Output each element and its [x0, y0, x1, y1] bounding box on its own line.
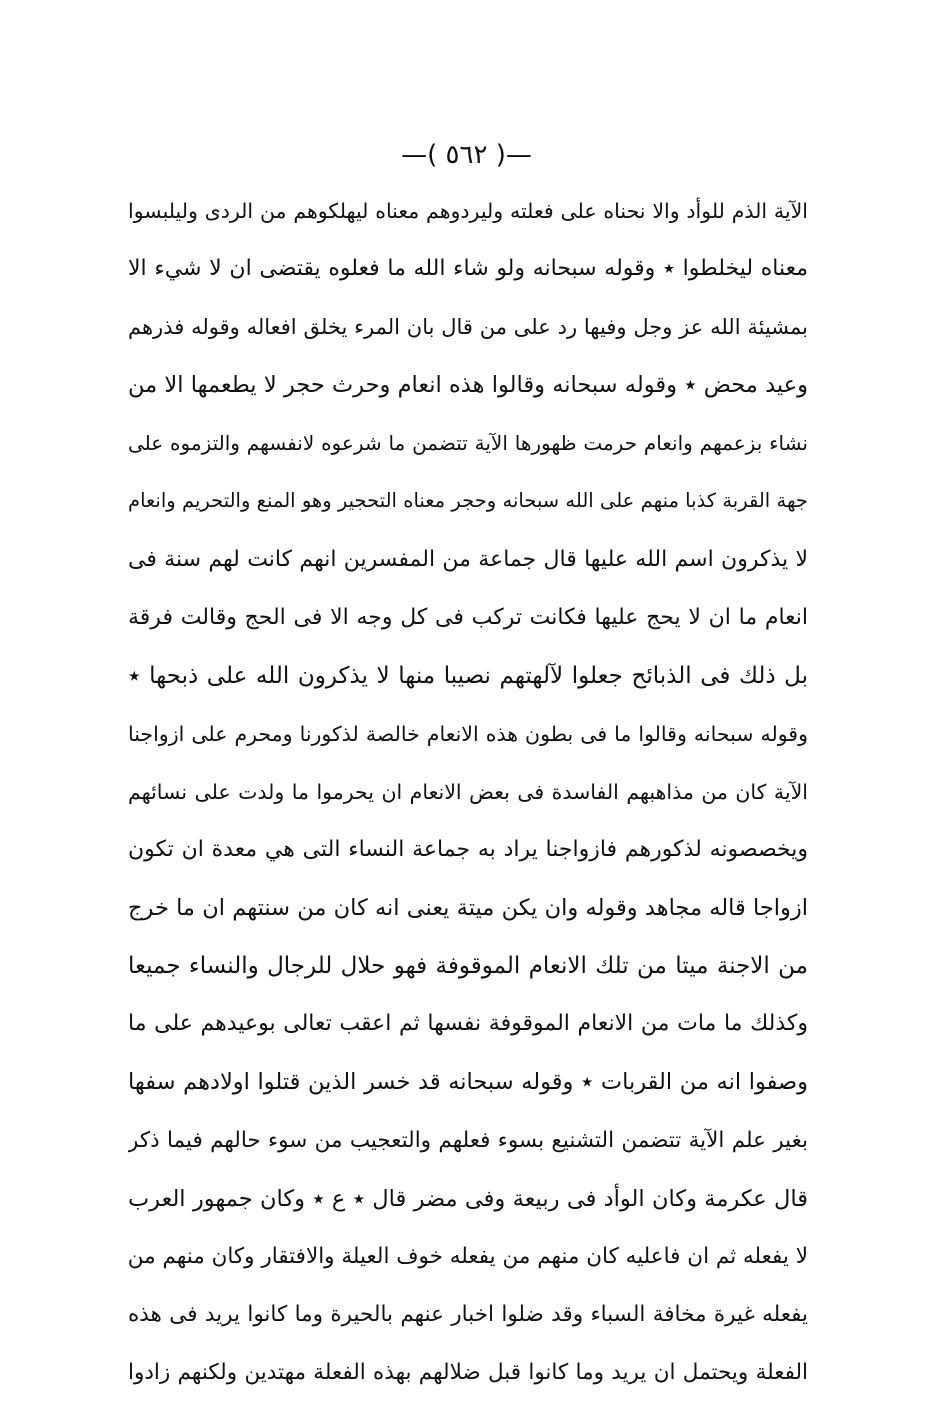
text-line: الآية الذم للوأد والا نحناه على فعلته وليردوهم معناه ليهلكوهم من الردى وليلبسوا [128, 199, 808, 223]
text-line: لا يذكرون اسم الله عليها قال جماعة من المفسرين انهم كانت لهم سنة فى [128, 546, 808, 572]
page-number: —( ٥٦٢ )— [401, 140, 532, 170]
text-line: يفعله غيرة مخافة السباء وقد ضلوا اخبار عنهم بالحيرة وما كانوا يريد فى هذه [128, 1301, 808, 1327]
text-line: وصفوا انه من القربات ٭ وقوله سبحانه قد خسر الذين قتلوا اولادهم سفها [128, 1069, 808, 1096]
text-line: بغير علم الآية تتضمن التشنيع بسوء فعلهم والتعجيب من سوء حالهم فيما ذكر [128, 1127, 808, 1153]
text-line: وقوله سبحانه وقالوا ما فى بطون هذه الانعام خالصة لذكورنا ومحرم على ازواجنا [128, 721, 808, 746]
text-line: الفعلة ويحتمل ان يريد وما كانوا قبل ضلالهم بهذه الفعلة مهتدين ولكنهم زادوا [128, 1359, 808, 1385]
text-line: من الاجنة ميتا من تلك الانعام الموقوفة فهو حلال للرجال والنساء جميعا [128, 953, 808, 980]
text-line: ازواجا قاله مجاهد وقوله وان يكن ميتة يعنى انه كان من سنتهم ان ما خرج [128, 895, 808, 922]
text-line: وعيد محض ٭ وقوله سبحانه وقالوا هذه انعام وحرث حجر لا يطعمها الا من [128, 372, 808, 399]
text-line: بمشيئة الله عز وجل وفيها رد على من قال بان المرء يخلق افعاله وقوله فذرهم [128, 315, 808, 340]
text-line: نشاء بزعمهم وانعام حرمت ظهورها الآية تتضمن ما شرعوه لانفسهم والتزموه على [128, 431, 808, 456]
text-line: الآية كان من مذاهبهم الفاسدة فى بعض الانعام ان يحرموا ما ولدت على نسائهم [128, 779, 808, 804]
text-line: ويخصصونه لذكورهم فازواجنا يراد به جماعة النساء التى هي معدة ان تكون [128, 837, 808, 863]
text-line: انعام ما ان لا يحج عليها فكانت تركب فى كل وجه الا فى الحج وقالت فرقة [128, 604, 808, 630]
text-line: وكذلك ما مات من الانعام الموقوفة نفسها ثم اعقب تعالى بوعيدهم على ما [128, 1011, 808, 1037]
text-line: معناه ليخلطوا ٭ وقوله سبحانه ولو شاء الله ما فعلوه يقتضى ان لا شيء الا [128, 256, 808, 282]
text-line: بل ذلك فى الذبائح جعلوا لآلهتهم نصيبا منها لا يذكرون الله على ذبحها ٭ [128, 662, 808, 689]
text-line: قال عكرمة وكان الوأد فى ربيعة وفى مضر قال ٭ ع ٭ وكان جمهور العرب [128, 1185, 808, 1212]
text-line: جهة القربة كذبا منهم على الله سبحانه وحجر معناه التحجير وهو المنع والتحريم وانعام [128, 489, 808, 513]
text-line: لا يفعله ثم ان فاعليه كان منهم من يفعله خوف العيلة والافتقار وكان منهم من [128, 1243, 808, 1269]
body-text [128, 182, 808, 1402]
